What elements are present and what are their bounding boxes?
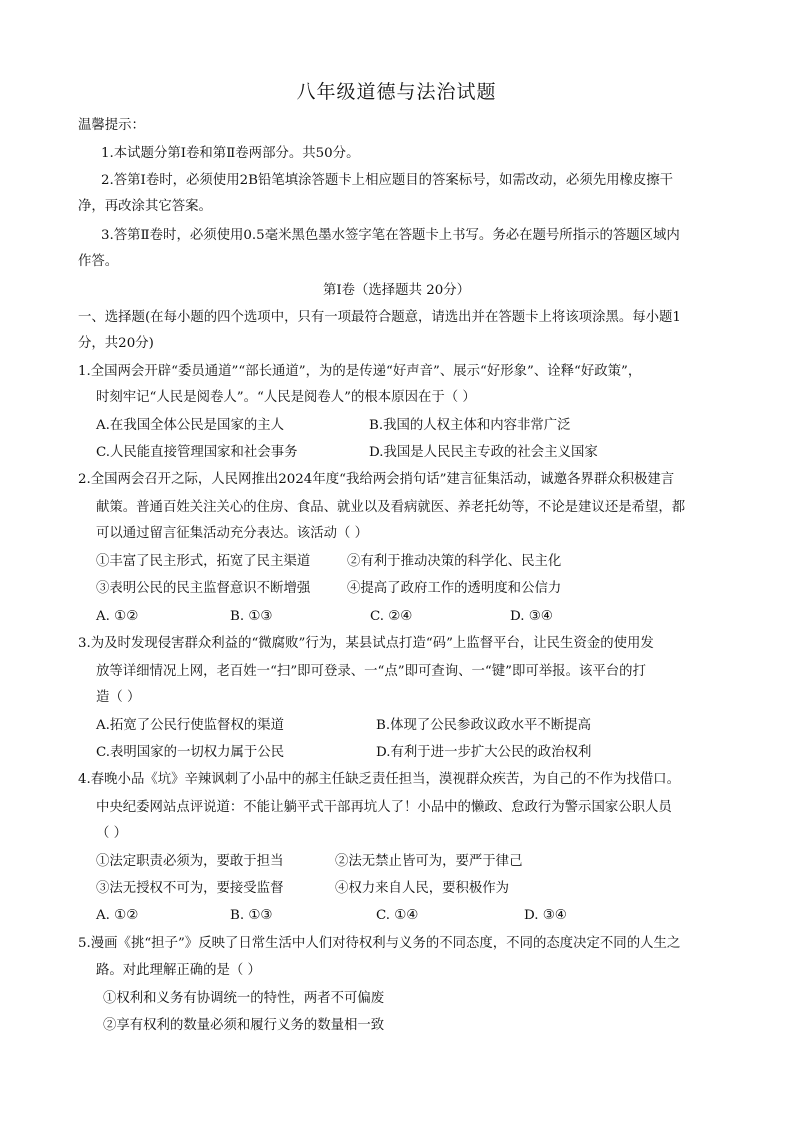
q2-stem-c: 可以通过留言征集活动充分表达。该活动（ ）	[96, 526, 369, 541]
notice-line-2a: 2.答第Ⅰ卷时，必须使用2B铅笔填涂答题卡上相应题目的答案标号，如需改动，必须先用橡皮擦干	[101, 173, 674, 188]
q2-statement-1: ①丰富了民主形式，拓宽了民主渠道	[96, 554, 311, 569]
section-intro-b: 分，共20分)	[78, 336, 154, 351]
q1-stem-a: 1.全国两会开辟“委员通道”“部长通道”，为的是传递“好声音”、展示“好形象”、诠释“好政策”，	[78, 364, 642, 379]
notice-heading: 温馨提示：	[78, 118, 145, 133]
q5-stem-b: 路。对此理解正确的是（ ）	[96, 963, 261, 978]
q2-option-c: C. ②④	[370, 609, 413, 624]
q4-stem-a: 4.春晚小品《坑》辛辣讽刺了小品中的郝主任缺乏责任担当，漠视群众疾苦，为自己的不作为找借口。	[78, 772, 680, 787]
q4-statement-3: ③法无授权不可为，要接受监督	[96, 881, 284, 896]
q2-stem-b: 献策。普通百姓关注关心的住房、食品、就业以及看病就医、养老托幼等，不论是建议还是希望，都	[96, 500, 686, 515]
section-intro-a: 一、选择题(在每小题的四个选项中，只有一项最符合题意，请选出并在答题卡上将该项涂黑。每小题1	[78, 310, 681, 325]
notice-line-2b: 净，再改涂其它答案。	[78, 199, 212, 214]
q4-statement-4: ④权力来自人民，要积极作为	[335, 881, 510, 896]
q2-statement-2: ②有利于推动决策的科学化、民主化	[347, 554, 562, 569]
q1-option-a: A.在我国全体公民是国家的主人	[96, 418, 285, 433]
q3-option-c: C.表明国家的一切权力属于公民	[96, 745, 285, 760]
q2-statement-3: ③表明公民的民主监督意识不断增强	[96, 581, 311, 596]
q1-option-c: C.人民能直接管理国家和社会事务	[96, 445, 298, 460]
q5-statement-1: ①权利和义务有协调统一的特性，两者不可偏废	[103, 991, 385, 1006]
notice-line-3a: 3.答第Ⅱ卷时，必须使用0.5毫米黑色墨水签字笔在答题卡上书写。务必在题号所指示的答题区域内	[101, 228, 680, 243]
q5-stem-a: 5.漫画《挑“担子”》反映了日常生活中人们对待权利与义务的不同态度，不同的态度决定不同的人生之	[78, 936, 681, 951]
q5-statement-2: ②享有权利的数量必须和履行义务的数量相一致	[103, 1018, 385, 1033]
q4-statement-2: ②法无禁止皆可为，要严于律己	[335, 854, 523, 869]
q2-stem-a: 2.全国两会召开之际，人民网推出2024年度“我给两会捎句话”建言征集活动，诚邀各界群众积极建言	[78, 472, 675, 487]
q2-option-d: D. ③④	[510, 609, 553, 624]
q3-stem-b: 放等详细情况上网，老百姓一“扫”即可登录、一“点”即可查询、一“键”即可举报。该平台的打	[96, 664, 646, 679]
q3-stem-c: 造（ ）	[96, 690, 141, 705]
q2-statement-4: ④提高了政府工作的透明度和公信力	[347, 581, 562, 596]
q4-option-d: D. ③④	[524, 908, 567, 923]
q2-option-a: A. ①②	[96, 609, 139, 624]
q1-option-b: B.我国的人权主体和内容非常广泛	[369, 418, 571, 433]
q3-option-a: A.拓宽了公民行使监督权的渠道	[96, 718, 285, 733]
q4-stem-c: （ ）	[96, 826, 128, 841]
q3-option-b: B.体现了公民参政议政水平不断提高	[376, 718, 591, 733]
q1-option-d: D.我国是人民民主专政的社会主义国家	[369, 445, 598, 460]
q4-stem-b: 中央纪委网站点评说道：不能让躺平式干部再坑人了！小品中的懒政、怠政行为警示国家公职人员	[96, 800, 672, 815]
q4-option-b: B. ①③	[230, 908, 273, 923]
notice-line-1: 1.本试题分第Ⅰ卷和第Ⅱ卷两部分。共50分。	[101, 146, 360, 161]
section-heading: 第Ⅰ卷（选择题共 20分）	[322, 283, 471, 298]
q3-stem-a: 3.为及时发现侵害群众利益的“微腐败”行为，某县试点打造“码”上监督平台，让民生资金的使用发	[78, 636, 654, 651]
q4-statement-1: ①法定职责必须为，要敢于担当	[96, 854, 284, 869]
q2-option-b: B. ①③	[230, 609, 273, 624]
q3-option-d: D.有利于进一步扩大公民的政治权利	[376, 745, 592, 760]
notice-line-3b: 作答。	[78, 254, 119, 269]
q1-stem-b: 时刻牢记“人民是阅卷人”。“人民是阅卷人”的根本原因在于（ ）	[96, 390, 476, 405]
q4-option-c: C. ①④	[376, 908, 419, 923]
page-title: 八年级道德与法治试题	[296, 81, 497, 103]
q4-option-a: A. ①②	[96, 908, 139, 923]
